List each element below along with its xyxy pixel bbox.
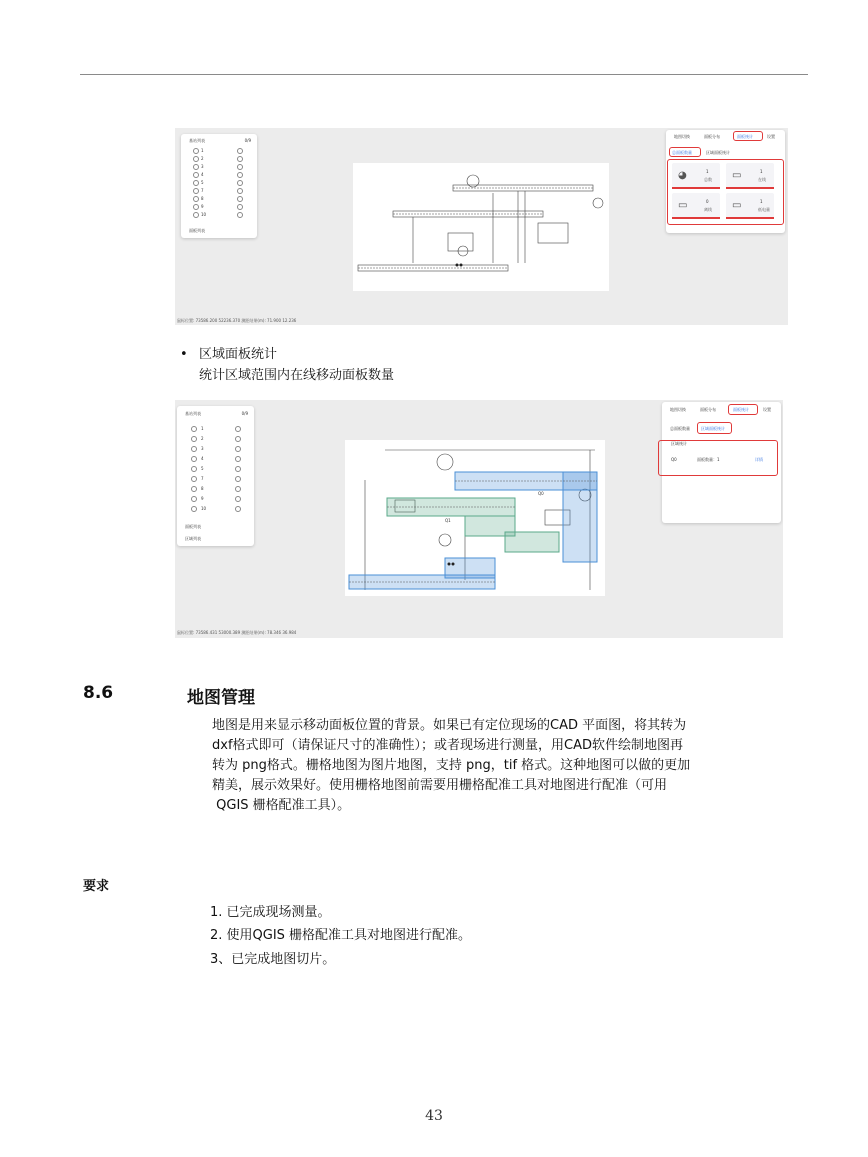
- tab-settings[interactable]: 设置: [763, 407, 771, 412]
- requirements-heading: 要求: [83, 879, 110, 894]
- station-radio-icon[interactable]: [193, 156, 199, 162]
- area-label-q0: Q0: [538, 491, 544, 496]
- eye-icon[interactable]: [237, 164, 243, 170]
- eye-icon[interactable]: [237, 196, 243, 202]
- pie-chart-icon: ◕: [678, 170, 687, 181]
- station-radio-icon[interactable]: [191, 496, 197, 502]
- eye-icon[interactable]: [237, 156, 243, 162]
- highlight-subtab: [697, 422, 732, 434]
- station-radio-icon[interactable]: [191, 466, 197, 472]
- stats-panel: [666, 130, 785, 233]
- section-title: 地图管理: [187, 688, 255, 708]
- station-list-panel: 基站列表 0/9 1 2 3 4 5 7 8 9 10 面板列表 区域列表: [177, 406, 254, 546]
- section-paragraph: [212, 716, 782, 816]
- station-radio-icon[interactable]: [193, 164, 199, 170]
- subtab-area-stats[interactable]: 区域面板统计: [706, 150, 730, 155]
- stat-card-low-battery: ▭ 1 低电量: [726, 193, 774, 219]
- eye-icon[interactable]: [237, 172, 243, 178]
- eye-icon[interactable]: [237, 180, 243, 186]
- paragraph-line: dxf格式即可（请保证尺寸的准确性）；或者现场进行测量，用CAD软件绘制地图再: [212, 738, 684, 753]
- highlight-tab-panel-stats: [728, 404, 758, 415]
- station-radio-icon[interactable]: [193, 148, 199, 154]
- station-radio-icon[interactable]: [191, 446, 197, 452]
- monitor-icon: ▭: [732, 170, 742, 181]
- panel-list-toggle[interactable]: 面板列表: [185, 524, 201, 529]
- panel-list-toggle[interactable]: 面板列表: [189, 228, 205, 233]
- screenshot-area-stats: [175, 400, 783, 638]
- station-radio-icon[interactable]: [191, 426, 197, 432]
- tab-map-switch[interactable]: 地图切换: [674, 134, 690, 139]
- paragraph-line: 地图是用来显示移动面板位置的背景。如果已有定位现场的CAD 平面图，将其转为: [212, 718, 687, 733]
- eye-icon[interactable]: [237, 148, 243, 154]
- station-radio-icon[interactable]: [193, 180, 199, 186]
- subtab-total-panels[interactable]: 总面板数量: [672, 150, 692, 155]
- station-radio-icon[interactable]: [191, 506, 197, 512]
- status-bar: 鼠标位置: 73586.200 52236.370 测距结果(m): 71.900 12.236: [177, 318, 297, 323]
- subtab-total-panels[interactable]: 总面板数量: [670, 426, 690, 431]
- station-radio-icon[interactable]: [193, 172, 199, 178]
- station-radio-icon[interactable]: [191, 476, 197, 482]
- monitor-off-icon: ▭: [678, 200, 688, 211]
- region-detail-link[interactable]: 详情: [755, 457, 763, 462]
- tab-panel-stats[interactable]: 面板统计: [733, 407, 749, 412]
- highlight-subtab: [669, 147, 701, 157]
- eye-icon[interactable]: [235, 486, 241, 492]
- region-stats-header: 区域统计: [671, 441, 687, 446]
- station-radio-icon[interactable]: [193, 188, 199, 194]
- eye-icon[interactable]: [235, 466, 241, 472]
- tab-panel-stats[interactable]: 面板统计: [737, 134, 753, 139]
- tab-panel-distribution[interactable]: 面板分布: [704, 134, 720, 139]
- cad-map: [353, 163, 609, 291]
- stat-card-total: ◕ 1 总数: [672, 163, 720, 189]
- requirement-item: 2. 使用QGIS 栅格配准工具对地图进行配准。: [210, 928, 472, 943]
- paragraph-line: 转为 png格式。栅格地图为图片地图，支持 png，tif 格式。这种地图可以做的更加: [212, 758, 691, 773]
- area-stats-panel: [662, 402, 781, 523]
- station-radio-icon[interactable]: [193, 212, 199, 218]
- tab-map-switch[interactable]: 地图切换: [670, 407, 686, 412]
- station-list-title[interactable]: 基站列表: [185, 411, 201, 416]
- highlight-tab-panel-stats: [733, 131, 763, 141]
- region-name: Q0: [671, 457, 677, 462]
- bullet-description: 统计区域范围内在线移动面板数量: [199, 368, 395, 383]
- station-radio-icon[interactable]: [191, 456, 197, 462]
- eye-icon[interactable]: [235, 476, 241, 482]
- header-rule: [80, 74, 808, 75]
- paragraph-line: QGIS 栅格配准工具）。: [212, 798, 351, 813]
- area-list-toggle[interactable]: 区域列表: [185, 536, 201, 541]
- stat-card-offline: ▭ 0 离线: [672, 193, 720, 219]
- station-radio-icon[interactable]: [191, 486, 197, 492]
- station-radio-icon[interactable]: [193, 204, 199, 210]
- cad-drawing: [345, 440, 605, 596]
- eye-icon[interactable]: [235, 456, 241, 462]
- bullet-title: 区域面板统计: [199, 347, 278, 362]
- station-list-count: 0/9: [244, 138, 251, 143]
- eye-icon[interactable]: [235, 446, 241, 452]
- station-radio-icon[interactable]: [191, 436, 197, 442]
- section-number: 8.6: [83, 683, 114, 703]
- eye-icon[interactable]: [235, 426, 241, 432]
- tab-panel-distribution[interactable]: 面板分布: [700, 407, 716, 412]
- station-radio-icon[interactable]: [193, 196, 199, 202]
- station-list-count: 0/9: [241, 411, 248, 416]
- area-label-q1: Q1: [445, 518, 451, 523]
- requirement-item: 1. 已完成现场测量。: [210, 905, 331, 920]
- paragraph-line: 精美，展示效果好。使用栅格地图前需要用栅格配准工具对地图进行配准（可用: [212, 778, 668, 793]
- tab-settings[interactable]: 设置: [767, 134, 775, 139]
- cad-map: [345, 440, 605, 596]
- status-bar: 鼠标位置: 73586.431 53000.389 测距结果(m): 78.346 36.984: [177, 630, 297, 635]
- battery-icon: ▭: [732, 200, 742, 211]
- station-list-panel: 基站列表 0/9 1 2 3 4 5 7 8 9 10 面板列表: [181, 134, 257, 238]
- eye-icon[interactable]: [235, 436, 241, 442]
- region-panel-count: 面板数量：1: [697, 457, 720, 462]
- stat-card-online: ▭ 1 在线: [726, 163, 774, 189]
- eye-icon[interactable]: [235, 506, 241, 512]
- subtab-area-stats[interactable]: 区域面板统计: [701, 426, 725, 431]
- page-number: 43: [425, 1108, 443, 1124]
- screenshot-panel-stats: [175, 128, 788, 325]
- bullet-marker: •: [180, 347, 188, 362]
- requirement-item: 3、已完成地图切片。: [210, 952, 336, 967]
- eye-icon[interactable]: [237, 204, 243, 210]
- eye-icon[interactable]: [237, 212, 243, 218]
- station-list-title[interactable]: 基站列表: [189, 138, 205, 143]
- eye-icon[interactable]: [237, 188, 243, 194]
- cad-drawing: [353, 163, 609, 291]
- eye-icon[interactable]: [235, 496, 241, 502]
